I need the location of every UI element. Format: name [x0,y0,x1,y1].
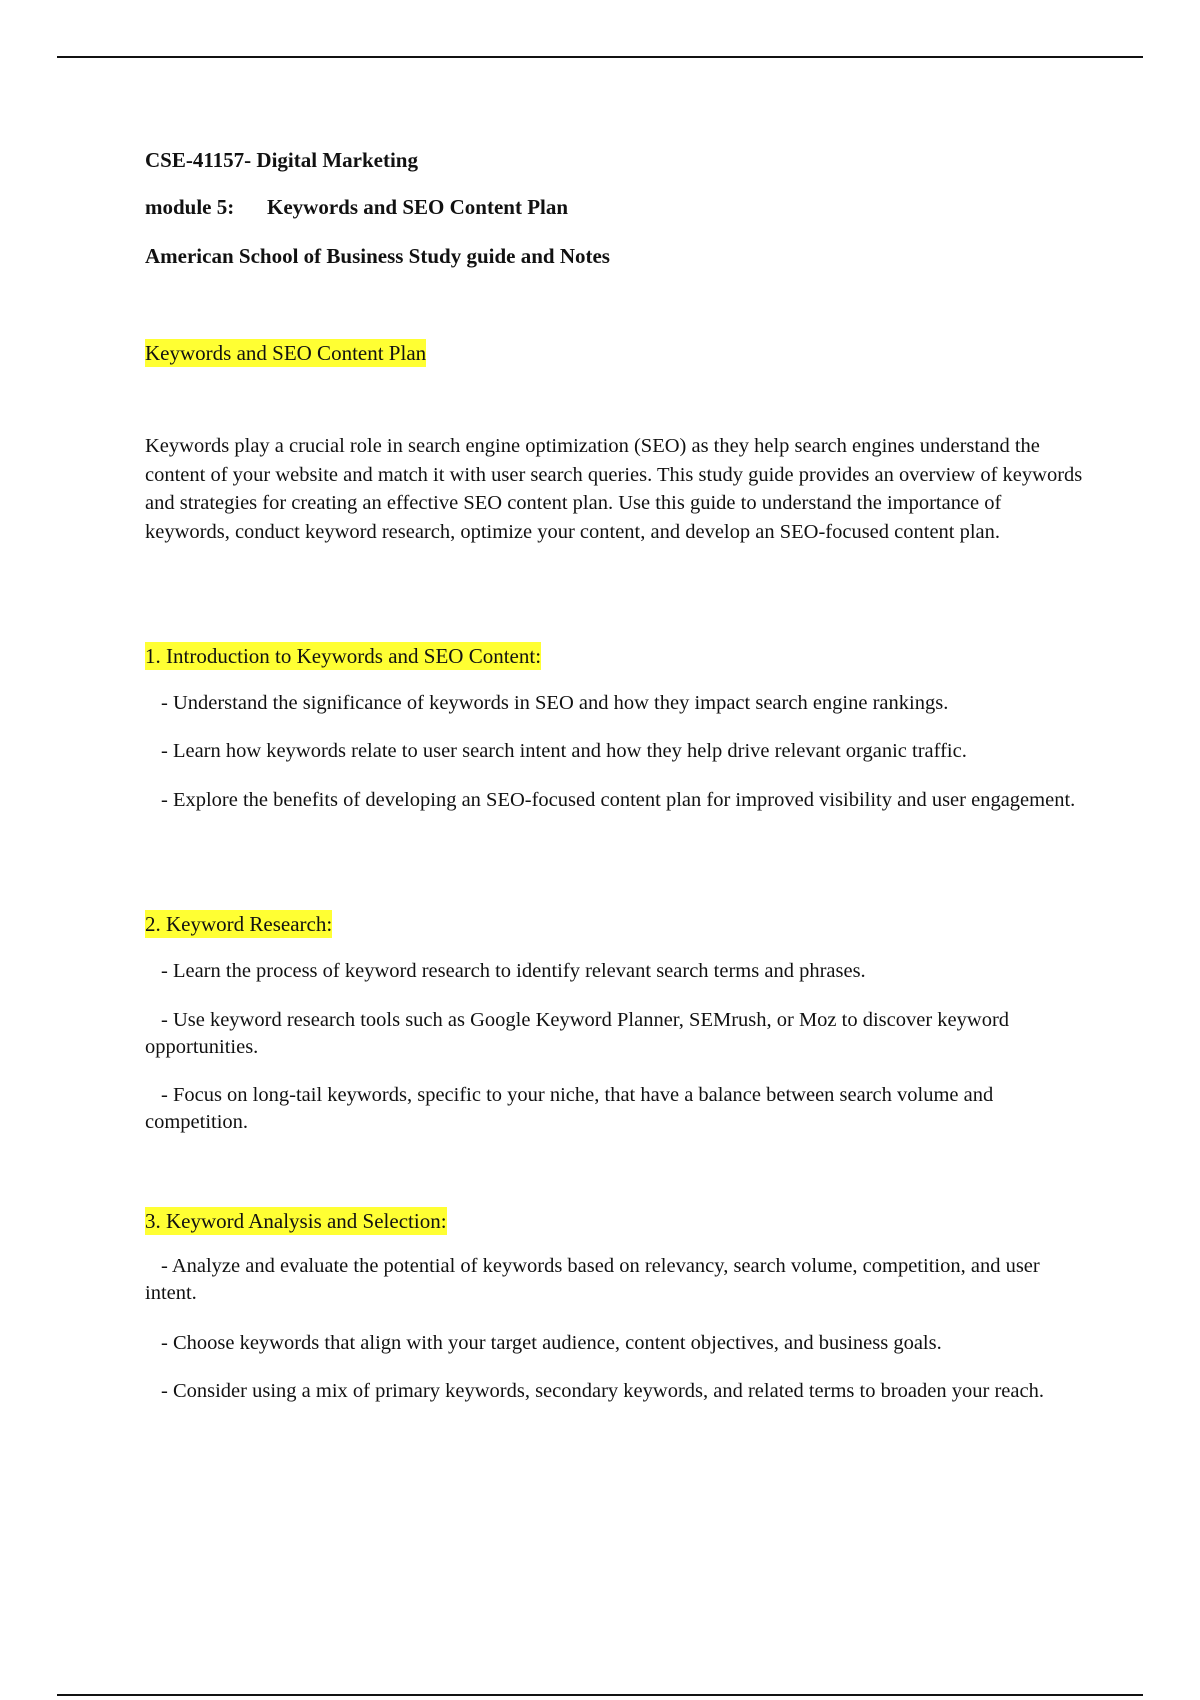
bottom-page-rule [57,1694,1143,1696]
module-title: Keywords and SEO Content Plan [267,195,569,219]
section-heading-3 [145,1206,447,1236]
section-heading-1-highlight: 1. Introduction to Keywords and SEO Content: [145,644,542,668]
section-1-bullet-2: - Learn how keywords relate to user search intent and how they help drive relevant organic traffic. [161,740,967,762]
section-3-bullet-1: - Analyze and evaluate the potential of keywords based on relevancy, search volume, competition, and user intent. [145,1255,1040,1304]
section-2-bullet-2: - Use keyword research tools such as Google Keyword Planner, SEMrush, or Moz to discover keyword opportunities. [145,1009,1010,1058]
section-heading-1 [145,641,541,671]
document-title [145,338,426,368]
section-2-bullet-1: - Learn the process of keyword research to identify relevant search terms and phrases. [161,960,866,982]
section-heading-2 [145,909,332,939]
course-title: CSE-41157- Digital Marketing [145,148,418,172]
module-label: module 5: [145,195,235,219]
top-page-rule [57,56,1143,58]
section-3-bullet-3: - Consider using a mix of primary keywords, secondary keywords, and related terms to broaden your reach. [161,1380,1044,1402]
section-3-bullet-2: - Choose keywords that align with your target audience, content objectives, and business goals. [161,1332,942,1354]
section-2-bullet-3: - Focus on long-tail keywords, specific to your niche, that have a balance between search volume and competition. [145,1084,994,1133]
school-subtitle: American School of Business Study guide and Notes [145,244,610,268]
section-heading-3-highlight: 3. Keyword Analysis and Selection: [145,1209,447,1233]
section-1-bullet-3: - Explore the benefits of developing an SEO-focused content plan for improved visibility and user engagement. [161,789,1076,811]
document-title-highlight: Keywords and SEO Content Plan [145,341,427,365]
section-heading-2-highlight: 2. Keyword Research: [145,912,333,936]
intro-paragraph: Keywords play a crucial role in search engine optimization (SEO) as they help search engines understand the content of your website and match it with user search queries. This study guide provides an overview of keywords and strategies for creating an effective SEO content plan. Use this guide to understand the importance of keywords, conduct keyword research, optimize your content, and develop an SEO-focused content plan. [145,435,1083,543]
section-1-bullet-1: - Understand the significance of keywords in SEO and how they impact search engine rankings. [161,692,949,714]
module-heading [145,194,568,220]
